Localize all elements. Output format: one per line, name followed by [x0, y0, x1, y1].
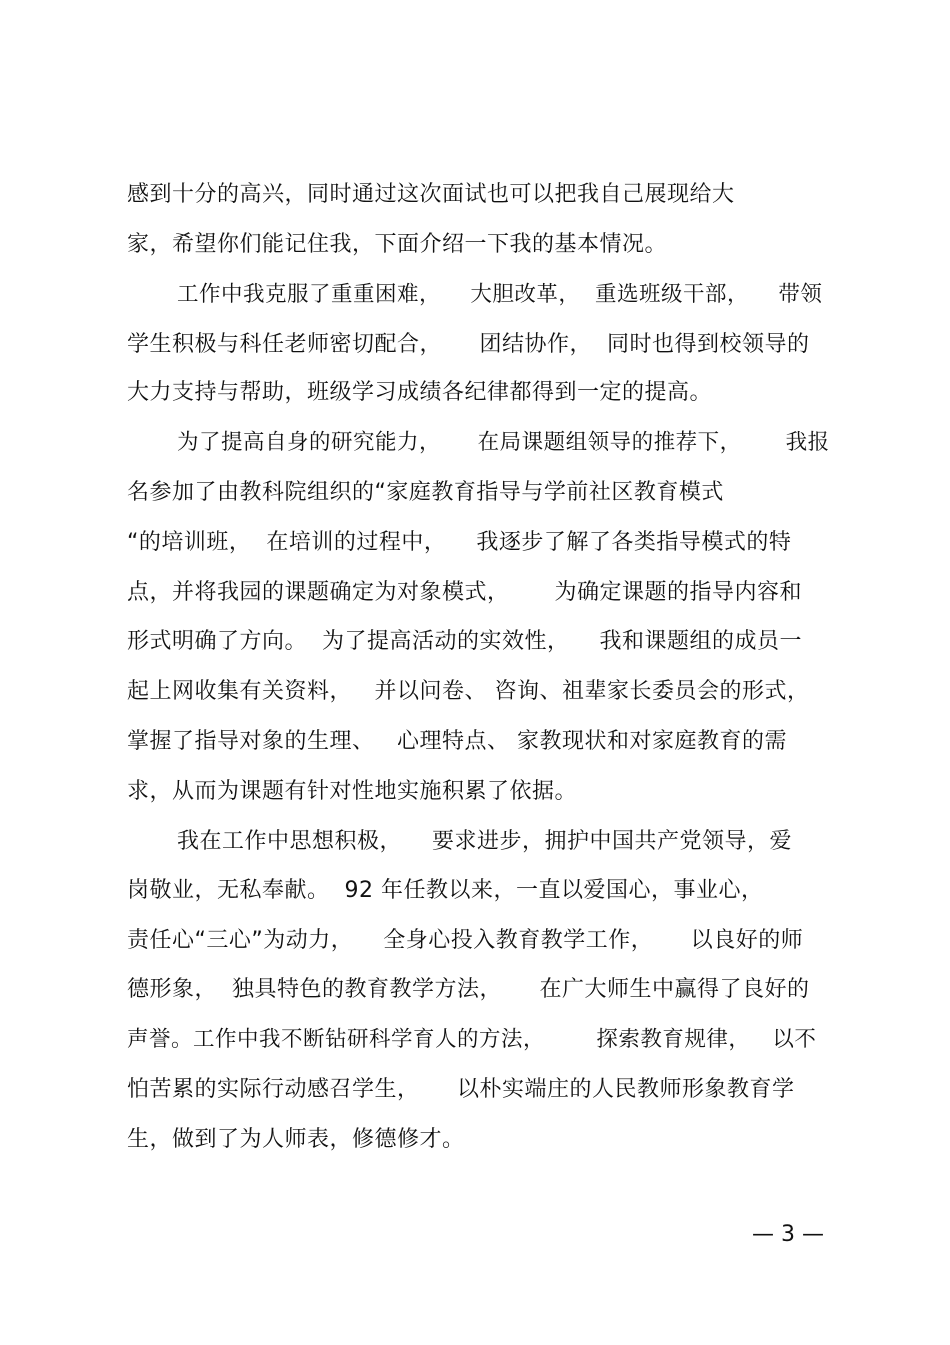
text-line: 德形象， 独具特色的教育教学方法， 在广大师生中赢得了良好的 — [127, 977, 810, 1002]
paragraph-first-line: 我在工作中思想积极， 要求进步，拥护中国共产党领导，爱 — [177, 829, 792, 854]
text-line: 学生积极与科任老师密切配合， 团结协作， 同时也得到校领导的 — [127, 332, 810, 357]
page-number: — 3 — — [752, 1222, 824, 1247]
text-line: 声誉。工作中我不断钻研科学育人的方法， 探索教育规律， 以不 — [127, 1027, 817, 1052]
text-line: 大力支持与帮助，班级学习成绩各纪律都得到一定的提高。 — [127, 380, 713, 405]
text-line: 形式明确了方向。 为了提高活动的实效性， 我和课题组的成员一 — [127, 629, 802, 654]
paragraph-first-line: 为了提高自身的研究能力， 在局课题组领导的推荐下， 我报 — [177, 430, 830, 455]
text-line: 掌握了指导对象的生理、 心理特点、 家教现状和对家庭教育的需 — [127, 729, 787, 754]
text-line: 求，从而为课题有针对性地实施积累了依据。 — [127, 779, 578, 804]
text-line: 责任心“三心”为动力， 全身心投入教育教学工作， 以良好的师 — [127, 928, 804, 953]
text-line: 感到十分的高兴，同时通过这次面试也可以把我自己展现给大 — [127, 182, 735, 207]
text-line: 家，希望你们能记住我，下面介绍一下我的基本情况。 — [127, 232, 668, 257]
text-line: 名参加了由教科院组织的“家庭教育指导与学前社区教育模式 — [127, 480, 724, 505]
text-line: 点，并将我园的课题确定为对象模式， 为确定课题的指导内容和 — [127, 580, 802, 605]
paragraph-first-line: 工作中我克服了重重困难， 大胆改革， 重选班级干部， 带领 — [177, 282, 823, 307]
text-line: 怕苦累的实际行动感召学生， 以朴实端庄的人民教师形象教育学 — [127, 1077, 795, 1102]
text-line: 起上网收集有关资料， 并以问卷、 咨询、祖辈家长委员会的形式， — [127, 679, 810, 704]
text-line: 岗敬业，无私奉献。 92 年任教以来，一直以爱国心，事业心， — [127, 878, 764, 903]
text-line: 生，做到了为人师表，修德修才。 — [127, 1127, 465, 1152]
text-line: “的培训班， 在培训的过程中， 我逐步了解了各类指导模式的特 — [127, 530, 792, 555]
